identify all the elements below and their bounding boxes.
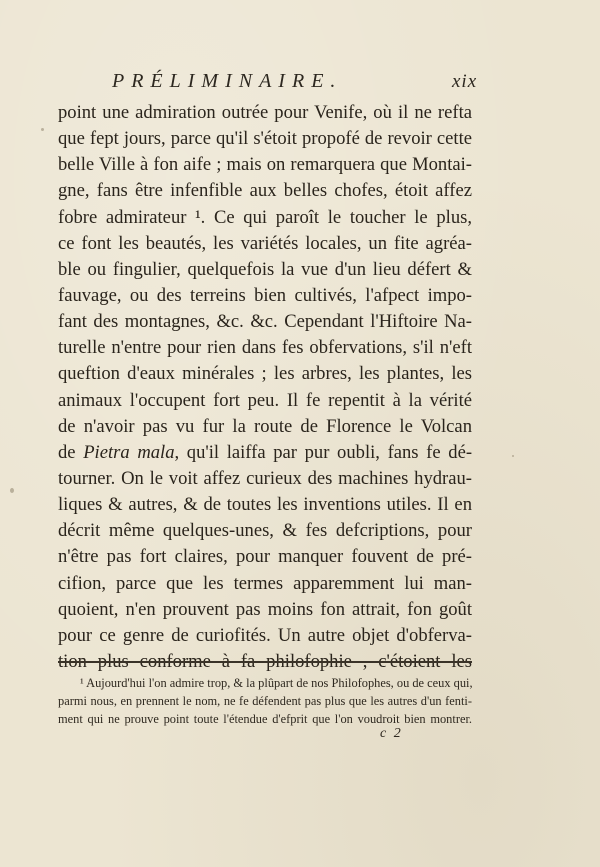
body-text bbox=[58, 100, 472, 675]
body-line: queftion d'eaux minérales ; les arbres, les plantes, les bbox=[58, 363, 472, 385]
body-line: tourner. On le voit affez curieux des machines hydrau- bbox=[58, 467, 472, 489]
running-title: PRÉLIMINAIRE. bbox=[112, 70, 343, 92]
page-number: xix bbox=[452, 71, 478, 92]
body-line: turelle n'entre pour rien dans fes obfervations, s'il n'eft bbox=[58, 337, 472, 359]
body-line: n'être pas fort claires, pour manquer fouvent de pré- bbox=[58, 546, 472, 568]
signature-mark: c 2 bbox=[380, 726, 403, 741]
paper-speck bbox=[41, 128, 44, 131]
body-line: de n'avoir pas vu fur la route de Florence le Volcan bbox=[58, 415, 472, 437]
footnote-line: parmi nous, en prennent le nom, ne fe défendent pas plus que les autres d'un fenti- bbox=[58, 694, 472, 708]
body-line: cifion, parce que les termes apparemment lui man- bbox=[58, 572, 472, 594]
body-line: animaux l'occupent fort peu. Il fe repentit à la vérité bbox=[58, 389, 472, 411]
body-line: liques & autres, & de toutes les inventions utiles. Il en bbox=[58, 494, 472, 516]
body-line: ce font les beautés, les variétés locales, un fite agréa- bbox=[58, 232, 472, 254]
body-line: que fept jours, parce qu'il s'étoit propofé de revoir cette bbox=[58, 128, 472, 150]
body-line: de Pietra mala, qu'il laiffa par pur oubli, fans fe dé- bbox=[58, 441, 473, 463]
body-line: fauvage, ou des terreins bien cultivés, l'afpect impo- bbox=[58, 284, 472, 306]
footnote-divider bbox=[58, 661, 472, 663]
body-line: gne, fans être infenfible aux belles chofes, étoit affez bbox=[58, 180, 472, 202]
body-line: fant des montagnes, &c. &c. Cependant l'Hiftoire Na- bbox=[58, 311, 472, 333]
body-line: quoient, n'en prouvent pas moins fon attrait, fon goût bbox=[58, 598, 472, 620]
running-head bbox=[0, 70, 600, 94]
body-line: tion plus conforme à fa philofophie , c'étoient les bbox=[58, 650, 472, 672]
body-line: point une admiration outrée pour Venife, où il ne refta bbox=[58, 102, 472, 123]
footnote-line: ment qui ne prouve point toute l'étendue d'efprit que l'on voudroit bien montrer. bbox=[58, 712, 472, 726]
footnote-line: ¹ Aujourd'hui l'on admire trop, & la plûpart de nos Philofophes, ou de ceux qui, bbox=[80, 676, 473, 690]
body-line: belle Ville à fon aife ; mais on remarquera que Montai- bbox=[58, 154, 472, 176]
body-line: fobre admirateur ¹. Ce qui paroît le toucher le plus, bbox=[58, 206, 472, 228]
paper-speck bbox=[512, 455, 514, 457]
body-line: pour ce genre de curiofités. Un autre objet d'obferva- bbox=[58, 624, 472, 646]
footnotes bbox=[58, 674, 472, 728]
body-line: décrit même quelques-unes, & fes defcriptions, pour bbox=[58, 520, 472, 542]
paper-speck bbox=[10, 488, 14, 493]
body-line: ble ou fingulier, quelquefois la vue d'un lieu défert & bbox=[58, 258, 472, 280]
